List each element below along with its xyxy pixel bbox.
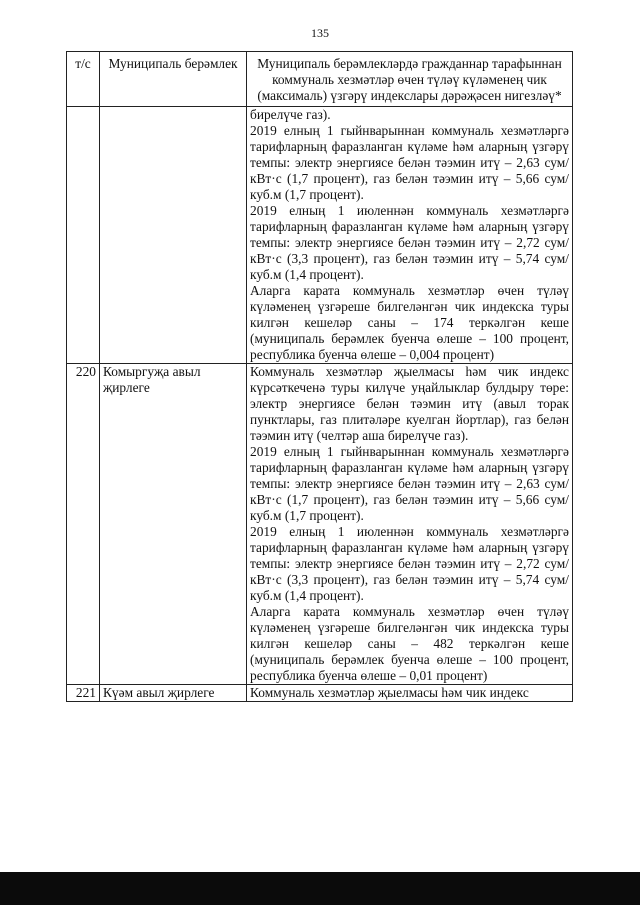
row-municipality: Күәм авыл җирлеге bbox=[100, 685, 247, 702]
description-paragraph: 2019 елның 1 июленнән коммуналь хезмәтләргә тарифларның фаразланган күләме һәм аларның үзгәрү темпы: электр энергиясе белән тәэмин итү – 2,72 сум/кВт·с (3,3 процент), газ белән тәэмин итү – 5,74 сум/куб.м (1,4 процент). bbox=[250, 203, 569, 282]
row-municipality: Комыргуҗа авыл җирлеге bbox=[100, 364, 247, 685]
description-paragraph: Аларга карата коммуналь хезмәтләр өчен түләү күләменең үзгәреше билгеләнгән чик индекска туры килгән кешеләр саны – 174 теркәлгән кеше (муниципаль берәмлек буенча өлеше – 100 процент, республика буенча өлеше – 0,004 процент) bbox=[250, 283, 569, 362]
table-row bbox=[67, 107, 573, 364]
row-number: 221 bbox=[67, 685, 100, 702]
description-paragraph: 2019 елның 1 июленнән коммуналь хезмәтләргә тарифларның фаразланган күләме һәм аларның үзгәрү темпы: электр энергиясе белән тәэмин итү – 2,72 сум/кВт·с (3,3 процент), газ белән тәэмин итү – 5,74 сум/куб.м (1,4 процент). bbox=[250, 524, 569, 603]
row-number: 220 bbox=[67, 364, 100, 685]
municipal-index-table bbox=[66, 51, 573, 702]
description-paragraph: бирелүче газ). bbox=[250, 107, 331, 122]
table-row bbox=[67, 364, 573, 685]
header-municipality: Муниципаль берәмлек bbox=[100, 52, 247, 107]
row-municipality bbox=[100, 107, 247, 364]
row-number bbox=[67, 107, 100, 364]
description-paragraph: 2019 елның 1 гыйнварыннан коммуналь хезмәтләргә тарифларның фаразланган күләме һәм аларның үзгәрү темпы: электр энергиясе белән тәэмин итү – 2,63 сум/кВт·с (1,7 процент), газ белән тәэмин итү – 5,66 сум/куб.м (1,7 процент). bbox=[250, 123, 569, 202]
description-paragraph: 2019 елның 1 гыйнварыннан коммуналь хезмәтләргә тарифларның фаразланган күләме һәм аларның үзгәрү темпы: электр энергиясе белән тәэмин итү – 2,63 сум/кВт·с (1,7 процент), газ белән тәэмин итү – 5,66 сум/куб.м (1,7 процент). bbox=[250, 444, 569, 523]
page-number: 135 bbox=[311, 26, 329, 40]
description-paragraph: Аларга карата коммуналь хезмәтләр өчен түләү күләменең үзгәреше билгеләнгән чик индекска туры килгән кешеләр саны – 482 теркәлгән кеше (муниципаль берәмлек буенча өлеше – 100 процент, республика буенча өлеше – 0,01 процент) bbox=[250, 604, 569, 683]
header-number: т/с bbox=[67, 52, 100, 107]
table-header-row bbox=[67, 52, 573, 107]
table-row bbox=[67, 685, 573, 702]
row-description bbox=[247, 685, 573, 702]
description-paragraph: Коммуналь хезмәтләр җыелмасы һәм чик индекс күрсәткеченә туры килүче уңайлыклар булдыру төре: электр энергиясе белән тәэмин итү (авыл торак пунктлары, газ плитәләре куелган йортлар), газ белән тәэмин итү (челтәр аша бирелүче газ). bbox=[250, 364, 569, 443]
scan-bottom-edge bbox=[0, 872, 640, 905]
description-paragraph: Коммуналь хезмәтләр җыелмасы һәм чик индекс bbox=[250, 685, 529, 700]
row-description bbox=[247, 364, 573, 685]
row-description bbox=[247, 107, 573, 364]
header-justification: Муниципаль берәмлекләрдә гражданнар тарафыннан коммуналь хезмәтләр өчен түләү күләменең чик (максималь) үзгәрү индекслары дәрәҗәсен нигезләү* bbox=[247, 52, 573, 107]
